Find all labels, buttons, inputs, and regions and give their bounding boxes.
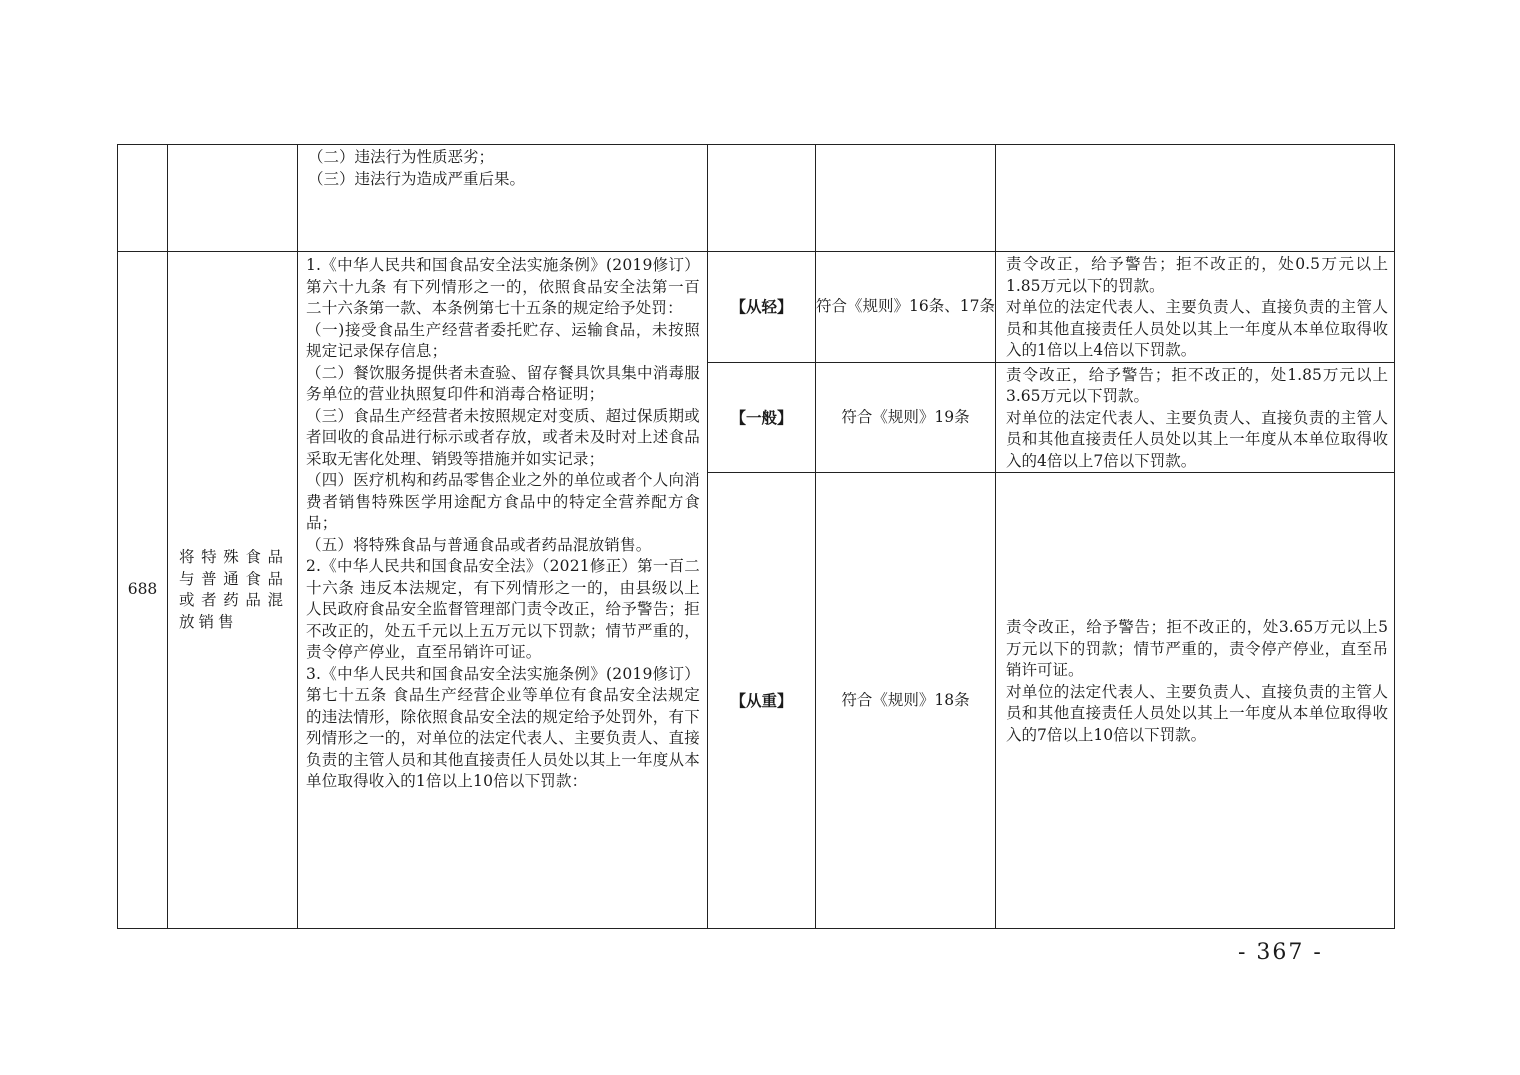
continuation-row [118, 145, 1395, 252]
penalty-text: 对单位的法定代表人、主要负责人、直接负责的主管人员和其他直接责任人员处以其上一年度从本单位取得收入的4倍以上7倍以下罚款。 [1006, 408, 1388, 470]
table-row [118, 252, 1395, 363]
legal-basis-cell [298, 252, 708, 929]
penalty-text: 对单位的法定代表人、主要负责人、直接负责的主管人员和其他直接责任人员处以其上一年度从本单位取得收入的7倍以上10倍以下罚款。 [1006, 682, 1388, 744]
page-number: - 367 - [1238, 940, 1323, 965]
penalty-text: 责令改正，给予警告；拒不改正的，处0.5万元以上1.85万元以下的罚款。 [1006, 255, 1388, 295]
cont-legal-cell [298, 145, 708, 252]
penalty-cell [996, 362, 1395, 473]
legal-basis-paragraph: （二）餐饮服务提供者未查验、留存餐具饮具集中消毒服务单位的营业执照复印件和消毒合格证明； [306, 363, 700, 403]
legal-basis-paragraph: 1.《中华人民共和国食品安全法实施条例》(2019修订）第六十九条 有下列情形之一的，依照食品安全法第一百二十六条第一款、本条例第七十五条的规定给予处罚： [306, 256, 700, 317]
cont-penalty-cell [996, 145, 1395, 252]
violation-name: 将特殊食品与普通食品或者药品混放销售 [168, 252, 298, 929]
penalty-text: 责令改正，给予警告；拒不改正的，处1.85万元以上3.65万元以下罚款。 [1006, 365, 1388, 405]
legal-basis-paragraph: （一)接受食品生产经营者委托贮存、运输食品，未按照规定记录保存信息； [306, 320, 700, 360]
legal-basis-paragraph: （三）食品生产经营者未按照规定对变质、超过保质期或者回收的食品进行标示或者存放，或者未及时对上述食品采取无害化处理、销毁等措施并如实记录； [306, 406, 700, 468]
cont-name-cell [168, 145, 298, 252]
cont-line: （三）违法行为造成严重后果。 [308, 169, 526, 188]
cont-line: （二）违法行为性质恶劣； [308, 148, 495, 166]
cont-level-cell [708, 145, 816, 252]
applicable-condition: 符合《规则》18条 [816, 473, 996, 929]
penalty-cell [996, 252, 1395, 363]
penalty-text: 对单位的法定代表人、主要负责人、直接负责的主管人员和其他直接责任人员处以其上一年度从本单位取得收入的1倍以上4倍以下罚款。 [1006, 298, 1388, 359]
discretion-level: 【一般】 [708, 362, 816, 473]
legal-basis-paragraph: （四）医疗机构和药品零售企业之外的单位或者个人向消费者销售特殊医学用途配方食品中的特定全营养配方食品； [306, 471, 700, 532]
legal-basis [298, 252, 707, 793]
row-number: 688 [118, 252, 168, 929]
applicable-condition: 符合《规则》19条 [816, 362, 996, 473]
legal-basis-paragraph: 2.《中华人民共和国食品安全法》（2021修正）第一百二十六条 违反本法规定，有下列情形之一的，由县级以上人民政府食品安全监督管理部门责令改正，给予警告；拒不改正的，处五千元以上五万元以下罚款；情节严重的，责令停产停业，直至吊销许可证。 [306, 557, 700, 661]
discretion-level: 【从重】 [708, 473, 816, 929]
legal-basis-paragraph: 3.《中华人民共和国食品安全法实施条例》(2019修订）第七十五条 食品生产经营企业等单位有食品安全法规定的违法情形，除依照食品安全法的规定给予处罚外，有下列情形之一的，对单位的法定代表人、主要负责人、直接负责的主管人员和其他直接责任人员处以其上一年度从本单位取得收入的1倍以上10倍以下罚款： [306, 664, 700, 790]
penalty-cell [996, 473, 1395, 929]
applicable-condition: 符合《规则》16条、17条 [816, 252, 996, 363]
cont-number-cell [118, 145, 168, 252]
cont-condition-cell [816, 145, 996, 252]
penalty-text: 责令改正，给予警告；拒不改正的，处3.65万元以上5万元以下的罚款；情节严重的，责令停产停业，直至吊销许可证。 [1006, 618, 1388, 679]
legal-basis-paragraph: （五）将特殊食品与普通食品或者药品混放销售。 [306, 535, 652, 554]
discretion-level: 【从轻】 [708, 252, 816, 363]
penalty-standards-table [117, 144, 1395, 929]
